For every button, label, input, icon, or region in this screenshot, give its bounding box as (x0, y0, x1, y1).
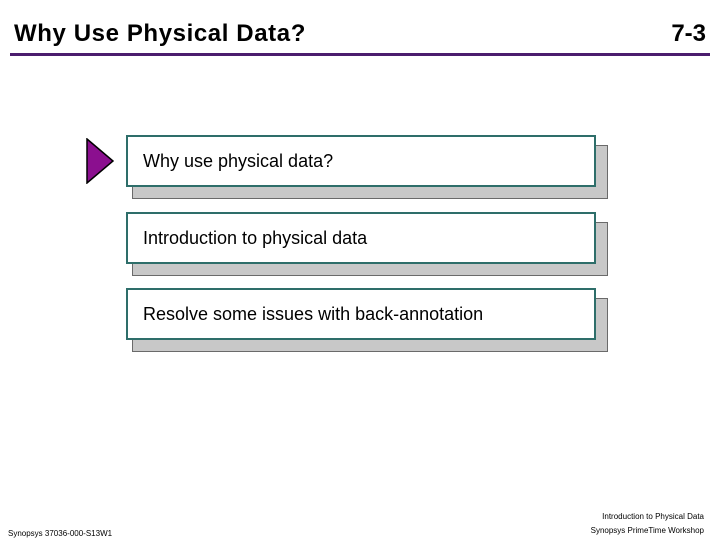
page-title: Why Use Physical Data? (14, 20, 306, 47)
footer-course-code: Synopsys 37036-000-S13W1 (8, 529, 113, 538)
agenda-item-back-annotation[interactable] (126, 288, 596, 340)
agenda-item-introduction[interactable] (126, 212, 596, 264)
slide-number: 7-3 (671, 20, 706, 47)
footer-workshop-name: Synopsys PrimeTime Workshop (590, 526, 704, 535)
agenda-item-label: Resolve some issues with back-annotation (143, 304, 484, 324)
agenda-item-why-use-physical-data[interactable] (126, 135, 596, 187)
footer-section-name: Introduction to Physical Data (602, 512, 704, 521)
agenda-item-label: Introduction to physical data (143, 228, 368, 248)
agenda-item-label: Why use physical data? (143, 151, 334, 171)
